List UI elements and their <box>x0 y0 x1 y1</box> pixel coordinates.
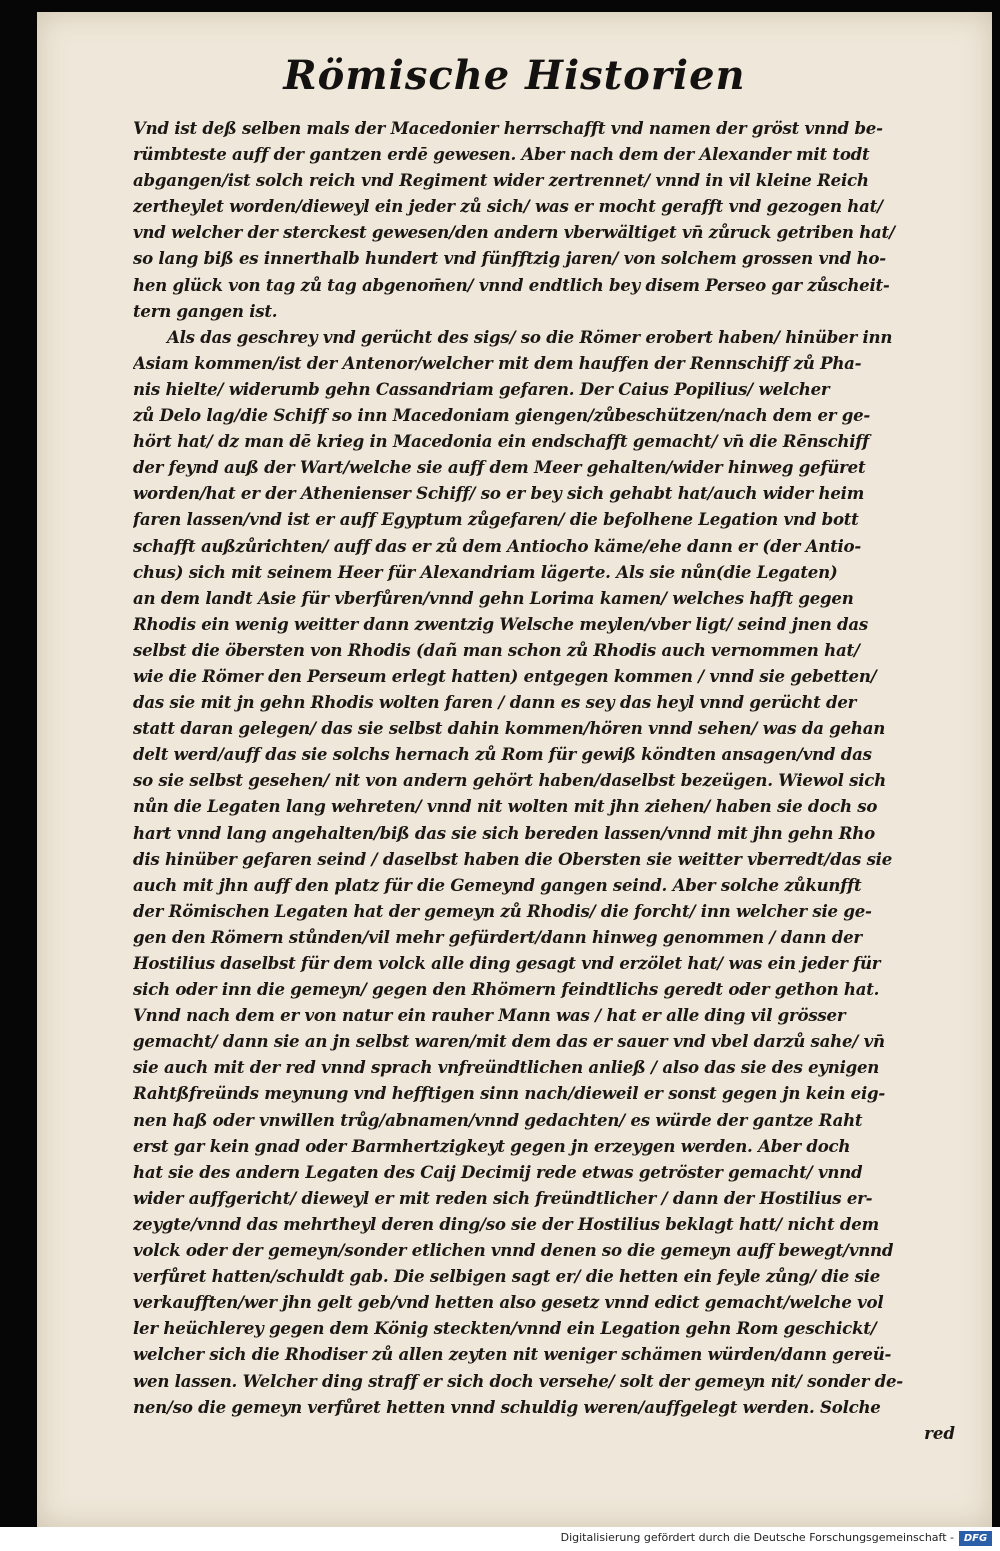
text-line: gemacht/ dann sie an jn selbst waren/mit dem das er sauer vnd vbel darzů sahe/ vn̄ <box>133 1031 885 1052</box>
dfg-logo: DFG <box>959 1531 992 1546</box>
text-line: Rahtßfreünds meynung vnd hefftigen sinn nach/dieweil er sonst gegen jn kein eig- <box>133 1083 886 1104</box>
text-line: schafft außzůrichten/ auff das er zů dem Antiocho käme/ehe dann er (der Antio- <box>133 535 862 556</box>
text-line: gen den Römern stůnden/vil mehr gefürdert/dann hinweg genommen / dann der <box>133 926 862 947</box>
text-line: das sie mit jn gehn Rhodis wolten faren / dann es sey das heyl vnnd gerücht der <box>133 692 857 713</box>
text-line: Rhodis ein wenig weitter dann zwentzig Welsche meylen/vber ligt/ seind jnen das <box>133 613 868 634</box>
text-line: volck oder der gemeyn/sonder etlichen vnnd denen so die gemeyn auff bewegt/vnnd <box>133 1240 894 1261</box>
text-line: der Römischen Legaten hat der gemeyn zů Rhodis/ die forcht/ inn welcher sie ge- <box>133 900 872 921</box>
text-line: der feynd auß der Wart/welche sie auff dem Meer gehalten/wider hinweg gefüret <box>133 457 866 478</box>
text-line: Asiam kommen/ist der Antenor/welcher mit dem hauffen der Rennschiff zů Pha- <box>133 352 862 373</box>
text-line: Als das geschrey vnd gerücht des sigs/ so die Römer erobert haben/ hinüber inn <box>167 326 893 347</box>
text-line: nen haß oder vnwillen trůg/abnamen/vnnd gedachten/ es würde der gantze Raht <box>133 1109 863 1130</box>
footer-bar <box>0 1527 1000 1551</box>
text-line: vnd welcher der sterckest gewesen/den andern vberwältiget vn̄ zůruck getriben hat/ <box>133 222 895 243</box>
text-line: nen/so die gemeyn verfůret hetten vnnd schuldig weren/auffgelegt werden. Solche <box>133 1396 881 1417</box>
text-line: hart vnnd lang angehalten/biß das sie sich bereden lassen/vnnd mit jhn gehn Rho <box>133 822 875 843</box>
text-line: abgangen/ist solch reich vnd Regiment wider zertrennet/ vnnd in vil kleine Reich <box>133 170 869 191</box>
text-line: hat sie des andern Legaten des Caij Decimij rede etwas getröster gemacht/ vnnd <box>133 1161 863 1182</box>
text-line: hört hat/ dz man dē krieg in Macedonia ein endschafft gemacht/ vn̄ die Rēnschiff <box>133 431 870 452</box>
text-line: sich oder inn die gemeyn/ gegen den Rhömern feindtlichs geredt oder gethon hat. <box>133 979 880 1000</box>
text-line: statt daran gelegen/ das sie selbst dahin kommen/hören vnnd sehen/ was da gehan <box>133 718 886 739</box>
text-line: hen glück von tag zů tag abgenom̄en/ vnnd endtlich bey disem Perseo gar zůscheit- <box>133 274 890 295</box>
text-line: ler heüchlerey gegen dem König steckten/vnnd ein Legation gehn Rom geschickt/ <box>133 1318 877 1339</box>
text-line: nůn die Legaten lang wehreten/ vnnd nit wolten mit jhn ziehen/ haben sie doch so <box>133 796 878 817</box>
text-line: so sie selbst gesehen/ nit von andern gehört haben/daselbst bezeügen. Wiewol sich <box>133 770 886 791</box>
text-line: wider auffgericht/ dieweyl er mit reden sich freündtlicher / dann der Hostilius er- <box>133 1187 873 1208</box>
text-line: chus) sich mit seinem Heer für Alexandriam lägerte. Als sie nůn(die Legaten) <box>133 561 838 582</box>
text-line: Vnnd nach dem er von natur ein rauher Mann was / hat er alle ding vil grösser <box>133 1005 846 1026</box>
text-line: faren lassen/vnd ist er auff Egyptum zůgefaren/ die befolhene Legation vnd bott <box>133 509 859 530</box>
text-line: so lang biß es innerthalb hundert vnd fünfftzig jaren/ von solchem grossen vnd ho- <box>133 248 886 269</box>
text-line: delt werd/auff das sie solchs hernach zů Rom für gewiß köndten ansagen/vnd das <box>133 744 872 765</box>
book-page <box>37 12 992 1527</box>
text-line: Hostilius daselbst für dem volck alle ding gesagt vnd erzölet hat/ was ein jeder für <box>133 953 881 973</box>
text-line: selbst die öbersten von Rhodis (dañ man schon zů Rhodis auch vernommen hat/ <box>133 639 860 660</box>
text-line: verfůret hatten/schuldt gab. Die selbigen sagt er/ die hetten ein feyle zůng/ die sie <box>133 1266 881 1287</box>
funding-credit: Digitalisierung gefördert durch die Deutsche Forschungsgemeinschaft - <box>560 1531 954 1544</box>
text-line: nis hielte/ widerumb gehn Cassandriam gefaren. Der Caius Popilius/ welcher <box>133 378 830 399</box>
text-line: rümbteste auff der gantzen erdē gewesen. Aber nach dem der Alexander mit todt <box>133 144 870 165</box>
catchword: red <box>924 1422 955 1443</box>
text-line: zů Delo lag/die Schiff so inn Macedoniam giengen/zůbeschützen/nach dem er ge- <box>133 405 871 426</box>
body-text <box>133 115 963 1446</box>
text-line: worden/hat er der Athenienser Schiff/ so er bey sich gehabt hat/auch wider heim <box>133 483 865 504</box>
text-line: erst gar kein gnad oder Barmhertzigkeyt gegen jn erzeygen werden. Aber doch <box>133 1135 851 1156</box>
text-line: welcher sich die Rhodiser zů allen zeyten nit weniger schämen würden/dann gereü- <box>133 1344 892 1365</box>
text-line: sie auch mit der red vnnd sprach vnfreündtlichen anließ / also das sie des eynigen <box>133 1057 880 1078</box>
text-line: verkaufften/wer jhn gelt geb/vnd hetten also gesetz vnnd edict gemacht/welche vol <box>133 1292 884 1313</box>
text-line: wen lassen. Welcher ding straff er sich doch versehe/ solt der gemeyn nit/ sonder de- <box>133 1370 903 1391</box>
text-line: an dem landt Asie für vberfůren/vnnd gehn Lorima kamen/ welches hafft gegen <box>133 587 854 608</box>
text-line: auch mit jhn auff den platz für die Gemeynd gangen seind. Aber solche zůkunfft <box>133 874 862 895</box>
text-line: wie die Römer den Perseum erlegt hatten) entgegen kommen / vnnd sie gebetten/ <box>133 665 877 686</box>
text-line: zeygte/vnnd das mehrtheyl deren ding/so sie der Hostilius beklagt hatt/ nicht dem <box>133 1213 879 1234</box>
text-line: zertheylet worden/dieweyl ein jeder zů sich/ was er mocht gerafft vnd gezogen hat/ <box>133 196 883 217</box>
text-line: dis hinüber gefaren seind / daselbst haben die Obersten sie weitter vberredt/das sie <box>133 848 893 869</box>
text-line: Vnd ist deß selben mals der Macedonier herrschafft vnd namen der gröst vnnd be- <box>133 118 883 138</box>
text-line: tern gangen ist. <box>133 300 278 321</box>
running-head: Römische Historien <box>283 52 746 99</box>
